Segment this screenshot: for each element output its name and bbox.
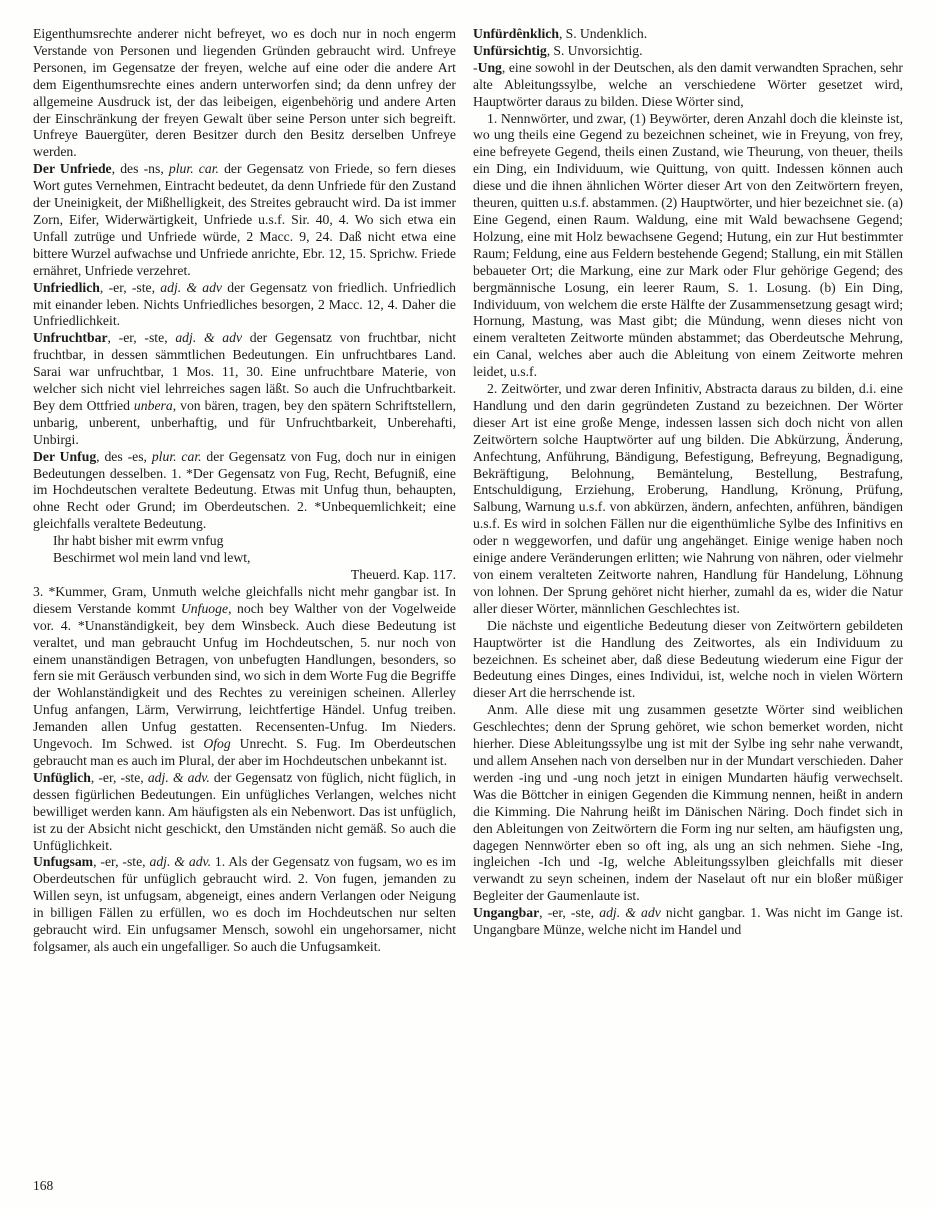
body-text: , -er, -ste, bbox=[107, 330, 176, 346]
headword: Ung bbox=[477, 59, 502, 75]
left-column bbox=[33, 26, 456, 956]
italic-text: plur. car. bbox=[168, 161, 219, 177]
paragraph bbox=[473, 702, 903, 905]
italic-text: Unfuoge bbox=[180, 600, 229, 616]
dictionary-entry bbox=[33, 330, 456, 448]
body-text: 1. Als der Gegensatz von fugsam, wo es im Oberdeutschen für unfüglich gebraucht wird. 2. Von fugen, jemanden zu Willen seyn, ist unfugsam, abgeneigt, eines andern Verlangen oder Neigung in billigen Fällen zu erfüllen, wo es doch im Hochdeutschen nur selten gebraucht wird. Ein unfugsamer Mensch, sowohl ein ungehorsamer, nicht folgsamer, als auch ein ungefalliger. So auch die Unfugsamkeit. bbox=[33, 854, 457, 954]
dictionary-entry bbox=[473, 905, 903, 939]
headword: Ungangbar bbox=[473, 905, 540, 921]
italic-text: adj. & adv. bbox=[149, 854, 212, 870]
dictionary-entry bbox=[473, 26, 903, 43]
dictionary-entry bbox=[33, 161, 456, 279]
body-text: Eigenthumsrechte anderer nicht befreyet, wo es doch nur in noch engerm Verstande von Personen und liegenden Gründen gebraucht wird. Unfreye Personen, im Gegensatze der freyen, welche auf eine oder die andere Art dem Eigenthumsrechte eines andern unterworfen sind; da denn unfrey der allgemeine Ausdruck ist, der das leibeigen, eigenbehörig und andere Arten der Einschränkung der freyen Gewalt über seine Person unter sich begreift. Unfreye Bauergüter, deren Besitzer durch den Besitz derselben Unfreye werden. bbox=[33, 26, 456, 160]
body-text: - bbox=[473, 59, 478, 75]
headword: Unfürsichtig bbox=[473, 42, 547, 58]
italic-text: adj. & adv bbox=[175, 330, 243, 346]
body-text: der Gegensatz von füglich, nicht füglich, in dessen figürlichen Bedeutungen. Ein unfügliches Verlangen, welches nicht bewilliget werden kann. Am häufigsten als ein Nebenwort. Das ist unfüglich, ist zu der Absicht nicht geschickt, den Umständen nicht gemäß. So auch die Unfüglichkeit. bbox=[33, 769, 457, 853]
italic-text: adj. & adv bbox=[599, 905, 661, 921]
italic-text: unbera bbox=[133, 397, 173, 413]
body-text: der Gegensatz von fruchtbar, nicht fruchtbar, in dessen sämmtlichen Bedeutungen. Ein unfruchtbares Land. Sarai war unfruchtbar, 1 Mos. 11, 30. Eine unfruchtbare Materie, von welcher sich nicht viel lehrreiches sagen läßt. So auch die Unfruchtbarkeit. Bey dem Ottfried bbox=[33, 330, 456, 413]
body-text: 3. *Kummer, Gram, Unmuth welche gleichfalls nicht mehr gangbar ist. In diesem Verstande kommt bbox=[33, 583, 456, 616]
dictionary-entry bbox=[473, 43, 903, 60]
body-text: , -er, -ste, bbox=[539, 905, 600, 921]
italic-text: plur. car. bbox=[151, 448, 202, 464]
headword: Unfriedlich bbox=[33, 279, 100, 295]
dictionary-entry bbox=[473, 60, 903, 111]
paragraph bbox=[33, 533, 456, 550]
headword: Der Unfriede bbox=[33, 161, 112, 177]
body-text: , eine sowohl in der Deutschen, als den damit verwandten Sprachen, sehr alte Ableitungssylbe, welche an verschiedene Wörter gesetzet wird, Hauptwörter daraus zu bilden. Diese Wörter sind, bbox=[473, 59, 903, 109]
paragraph bbox=[33, 26, 456, 161]
body-text: der Gegensatz von friedlich. Unfriedlich mit einander leben. Nichts Unfriedliches besorgen, 2 Macc. 12, 4. Daher die Unfriedlichkeit. bbox=[33, 279, 456, 329]
headword: Unfruchtbar bbox=[33, 330, 108, 346]
body-text: , des -ns, bbox=[111, 161, 169, 177]
body-text: 1. Nennwörter, und zwar, (1) Beywörter, deren Anzahl doch die kleinste ist, wo ung theils eine Gegend zu bezeichnen scheinet, wie in Freyung, von frey, eine befreyete Gegend, theils einen Zustand, wie Theurung, von theuer, theils ein Ding, ein Individuum, wie Quittung, von quitt. Indessen können auch diese und die ihnen ähnlichen Wörter dieser Art von den Zeitwörtern freyen, theuren, quitten u.s.f. abstammen. (2) Hauptwörter, und hier bezeichnet sie. (a) Eine Gegend, einen Raum. Waldung, eine mit Wald bewachsene Gegend; Holzung, eine mit Holz bewachsene Gegend; Hutung, ein zur Hut bestimmter Raum; Feldung, eine aus Feldern bestehende Gegend; Stallung, ein mit Ställen bebaueter Ort; die Markung, eine zur Mark oder Flur gehörige Gegend; des bergmännische Losung, ein leerer Raum, S. 1. Losung. (b) Ein Ding, Individuum, von welchem die erste Hälfte der Zusammensetzung gesagt wird; Hornung, Mastung, was Mast gibt; die Mündung, wenn dieses nicht von einem veralteten Zeitworte münden abstammet; das Oberdeutsche Mehrung, ein Canal, welches aber auch die Ableitung von einem Zeitworte mehren leidet, u.s.f. bbox=[473, 110, 903, 380]
body-text: der Gegensatz von Fug, doch nur in einigen Bedeutungen desselben. 1. *Der Gegensatz von Fug, Recht, Befugniß, eine im Hochdeutschen veraltete Bedeutung. Etwas mit Unfug thun, behaupten, ohne Recht oder Grund; im Oberdeutschen. 2. *Unbequemlichkeit; eine gleichfalls veraltete Bedeutung. bbox=[33, 448, 456, 532]
italic-text: adj. & adv bbox=[160, 279, 223, 295]
body-text: Die nächste und eigentliche Bedeutung dieser von Zeitwörtern gebildeten Hauptwörter ist die Handlung des Zeitwortes, als ein Individuum zu bezeichnen. Es scheinet aber, daß diese Bedeutung wiederum eine Figur der Bedeutung eines Dinges, eines Individui, ist, welche noch in vielen Wörtern dieser Art die herrschende ist. bbox=[473, 617, 903, 701]
italic-text: Ofog bbox=[203, 736, 231, 752]
dictionary-entry bbox=[33, 280, 456, 331]
body-text: Theuerd. Kap. 117. bbox=[350, 567, 456, 582]
body-text: , noch bey Walther von der Vogelweide vor. 4. *Unanständigkeit, bey dem Winsbeck. Auch diese Bedeutung ist veraltet, und man gebraucht Unfug im Hochdeutschen, 5. nur noch von einem unanständigen Betragen, von unbefugten Handlungen, besonders, so fern sie mit Geräusch verbunden sind, wo sich in dem Worte Fug die Begriffe der Wohlanständigkeit und des Rechtes zu vereinigen scheinen. Allerley Unfug anfangen, Lärm, Verwirrung, leichtfertige Händel. Unfug treiben. Jemanden allen Unfug gestatten. Recensenten-Unfug. Im Nieders. Ungevoch. Im Schwed. ist bbox=[33, 600, 456, 752]
dictionary-entry bbox=[33, 770, 456, 855]
paragraph bbox=[473, 618, 903, 703]
paragraph bbox=[33, 550, 456, 567]
text-columns bbox=[33, 26, 903, 956]
headword: Der Unfug bbox=[33, 448, 97, 464]
body-text: , -er, -ste, bbox=[99, 279, 161, 295]
paragraph bbox=[473, 381, 903, 618]
dictionary-entry bbox=[33, 854, 456, 955]
body-text: , S. Unvorsichtig. bbox=[546, 42, 643, 58]
right-column bbox=[473, 26, 903, 956]
body-text: Ihr habt bisher mit ewrm vnfug bbox=[53, 533, 224, 549]
body-text: der Gegensatz von Friede, so fern dieses Wort gutes Vernehmen, Eintracht bedeutet, da denn Unfriede für den Zustand der Uneinigkeit, der Mißhelligkeit, des Streites gebraucht wird. Da ist immer Zorn, Eifer, Widerwärtigkeit, Unfriede u.s.f. Sir. 40, 4. Wo sich etwa ein Unfall zutrüge und Unfriede würde, 2 Macc. 9, 24. Daß nicht etwa eine bittere Wurzel aufwachse und Unfriede anrichte, Ebr. 12, 15. Sprichw. Friede ernähret, Unfriede verzehret. bbox=[33, 161, 457, 278]
body-text: , von bären, tragen, bey den spätern Schriftstellern, unbarig, unberent, unberhaftig, und für Unfruchtbarkeit, Unberehafti, Unbirgi. bbox=[33, 397, 456, 447]
headword: Unfüglich bbox=[33, 769, 91, 785]
body-text: 2. Zeitwörter, und zwar deren Infinitiv, Abstracta daraus zu bilden, d.i. eine Handlung und den darin gegründeten Zustand zu bezeichnen. Der Wörter dieser Art ist eine große Menge, indessen lassen sich doch nicht von allen Zeitwörtern solche Hauptwörter auf ung bilden. Die Abkürzung, Änderung, Anfechtung, Anführung, Bändigung, Befestigung, Befreyung, Begnadigung, Bekräftigung, Belohnung, Bemäntelung, Bestellung, Bestrafung, Entschuldigung, Erziehung, Eroberung, Handlung, Krönung, Prüfung, Salbung, Warnung u.s.f. von abkürzen, ändern, anfechten, anführen, bändigen u.s.f. Es wird in solchen Fällen nur die eigenthümliche Sylbe des Infinitivs en oder n weggeworfen, und dafür ung angehänget. Einige wenige haben noch einige andere Veränderungen erlitten; wie Nahrung von nähren, oder vielmehr von einem veralteten Zeitworte nahren, Handlung für Handelung, Löhnung von lohnen. Der Sprung gehöret nicht hierher, zumahl da es, wider die Natur aller dieser Wörter, männlichen Geschlechtes ist. bbox=[473, 381, 903, 616]
body-text: Anm. Alle diese mit ung zusammen gesetzte Wörter sind weiblichen Geschlechtes; denn der Sprung gehöret, wie schon bemerket worden, nicht hierher. Diese Ableitungssylbe ung ist mit der Sylbe ing sehr nahe verwandt, und allem Ansehen nach von derselben nur in der Mundart verschieden. Daher werden -ing und -ung noch jetzt in einigen Mundarten häufig verwechselt. Was die Böttcher in einigen Gegenden die Kimmung nennen, heißt in andern die Kimming. Die Nahrung heißt im Dänischen Näring. Doch findet sich in den Ableitungen von Zeitwörtern die Form ing nur selten, am häufigsten ung, dagegen Nennwörter eben so oft ing, als ung an sich nehmen. Siehe -Ing, ingleichen -Ich und -Ig, welche Ableitungssylben gleichfalls mit dieser verwandt zu seyn scheinen, indem der Naselaut oft nur ein bloßer müßiger Begleiter der Gaumenlaute ist. bbox=[473, 702, 903, 904]
body-text: nicht gangbar. 1. Was nicht im Gange ist. Ungangbare Münze, welche nicht im Handel und bbox=[473, 905, 904, 938]
headword: Unfugsam bbox=[33, 854, 94, 870]
paragraph bbox=[473, 111, 903, 382]
paragraph bbox=[33, 584, 456, 770]
paragraph bbox=[33, 567, 456, 584]
dictionary-entry bbox=[33, 449, 456, 534]
headword: Unfürdênklich bbox=[473, 26, 559, 41]
body-text: , des -es, bbox=[96, 448, 152, 464]
body-text: Unrecht. S. Fug. Im Oberdeutschen gebraucht man es auch im Plural, der aber im Hochdeutschen unbekannt ist. bbox=[33, 736, 456, 768]
body-text: , -er, -ste, bbox=[90, 769, 148, 785]
italic-text: adj. & adv. bbox=[147, 769, 210, 785]
page-number: 168 bbox=[33, 1178, 54, 1193]
body-text: Beschirmet wol mein land vnd lewt, bbox=[53, 550, 251, 566]
body-text: , S. Undenklich. bbox=[558, 26, 648, 41]
body-text: , -er, -ste, bbox=[93, 854, 150, 870]
